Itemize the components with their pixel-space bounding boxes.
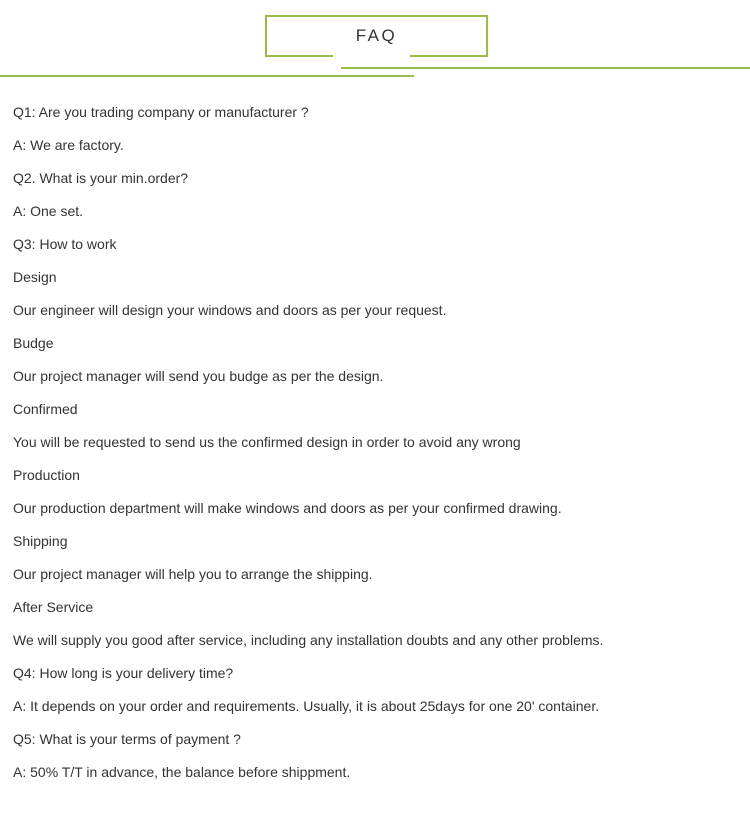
faq-text-line: Shipping [13,533,68,549]
faq-text-line: We will supply you good after service, including any installation doubts and any other problems. [13,632,604,648]
faq-text-line: Q1: Are you trading company or manufacturer ? [13,104,309,120]
faq-text-line: Q4: How long is your delivery time? [13,665,234,681]
faq-text-line: A: 50% T/T in advance, the balance before shippment. [13,764,351,780]
faq-text-line: Q2. What is your min.order? [13,170,189,186]
faq-text-line: Our project manager will help you to arrange the shipping. [13,566,373,582]
faq-text-line: A: We are factory. [13,137,124,153]
faq-text-line: Our engineer will design your windows and doors as per your request. [13,302,447,318]
faq-text-line: After Service [13,599,94,615]
faq-text-line: Budge [13,335,54,351]
faq-text-line: Q3: How to work [13,236,117,252]
decor-line-right [341,67,750,69]
border-gap-decoration [333,55,410,57]
faq-title: FAQ [355,26,398,45]
faq-text-line: A: One set. [13,203,84,219]
faq-text-line: You will be requested to send us the confirmed design in order to avoid any wrong [13,434,521,450]
faq-title-box [265,15,488,57]
faq-list [13,96,742,789]
faq-text-line: Our project manager will send you budge as per the design. [13,368,384,384]
faq-text-line: Production [13,467,80,483]
decor-line-left [0,75,414,77]
faq-text-line: A: It depends on your order and requirements. Usually, it is about 25days for one 20' container. [13,698,600,714]
faq-text-line: Our production department will make windows and doors as per your confirmed drawing. [13,500,562,516]
faq-text-line: Confirmed [13,401,78,417]
faq-text-line: Q5: What is your terms of payment ? [13,731,241,747]
faq-text-line: Design [13,269,57,285]
